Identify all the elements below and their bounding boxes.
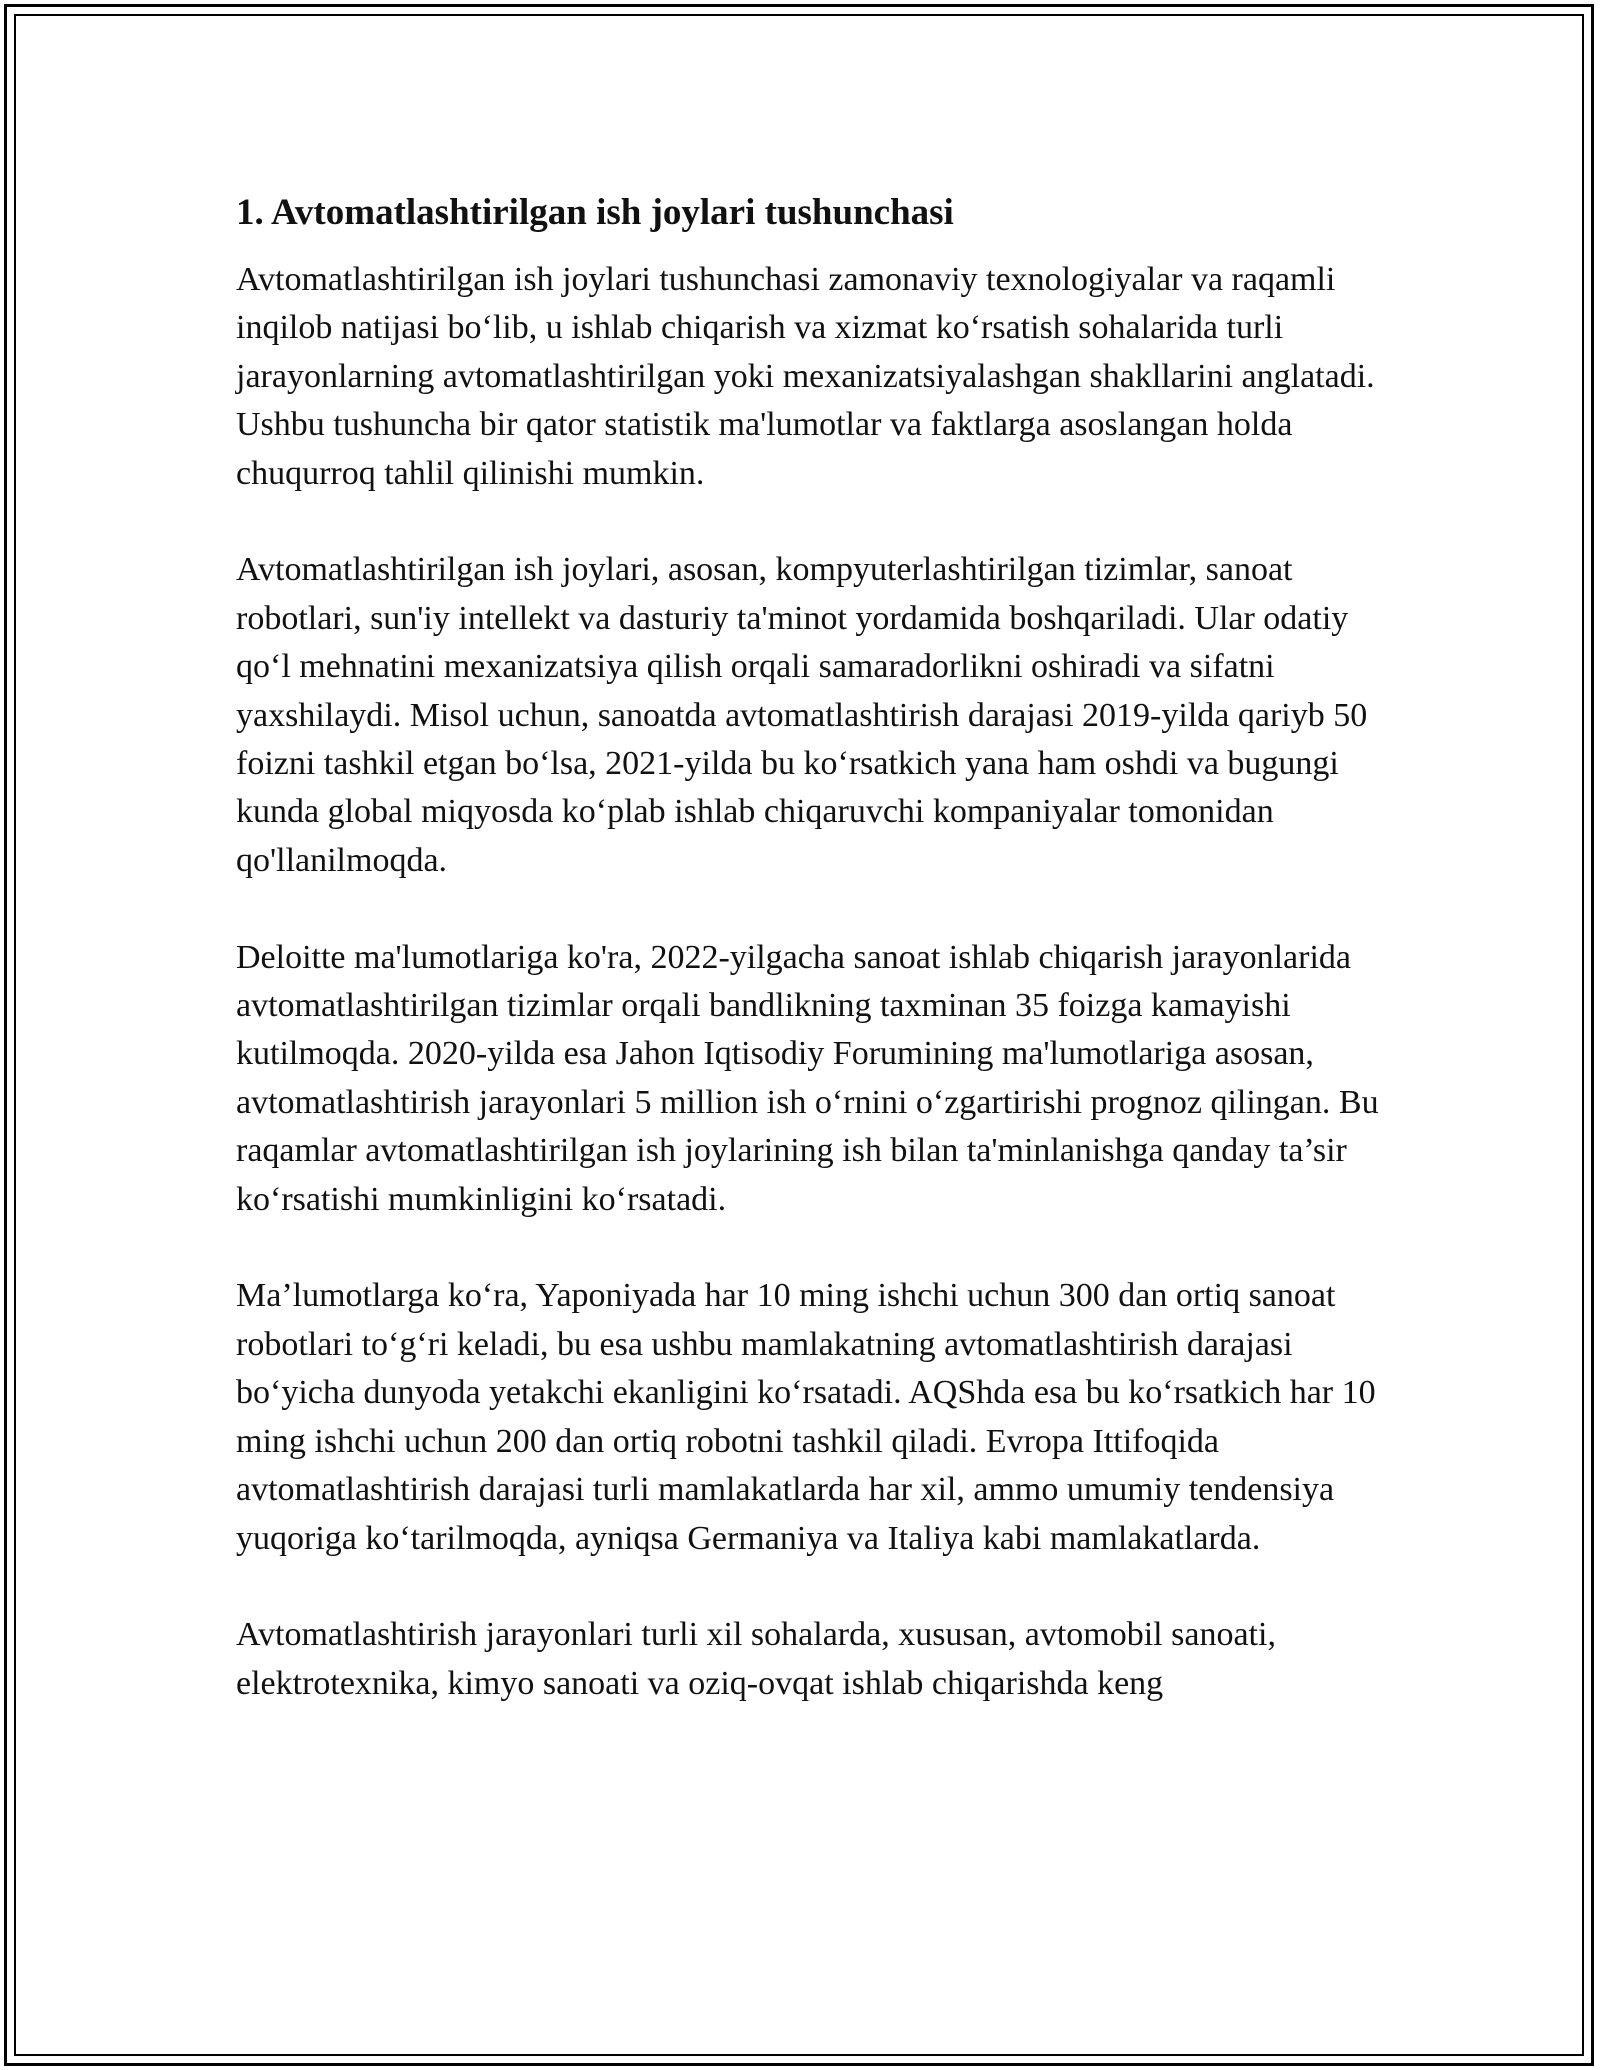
paragraph-5: Avtomatlashtirish jarayonlari turli xil sohalarda, xususan, avtomobil sanoati, elektrotexnika, kimyo sanoati va oziq-ovqat ishlab chiqarishda keng	[236, 1616, 1276, 1702]
paragraph-1: Avtomatlashtirilgan ish joylari tushunchasi zamonaviy texnologiyalar va raqamli inqilob natijasi bo‘lib, u ishlab chiqarish va xizmat ko‘rsatish sohalarida turli jarayonlarning avtomatlashtirilgan yoki mexanizatsiyalashgan shakllarini anglatadi. Ushbu tushuncha bir qator statistik ma'lumotlar va faktlarga asoslangan holda chuqurroq tahlil qilinishi mumkin.	[236, 261, 1375, 492]
document-body	[236, 188, 1382, 1757]
paragraph-3: Deloitte ma'lumotlariga ko'ra, 2022-yilgacha sanoat ishlab chiqarish jarayonlarida avtomatlashtirilgan tizimlar orqali bandlikning taxminan 35 foizga kamayishi kutilmoqda. 2020-yilda esa Jahon Iqtisodiy Forumining ma'lumotlariga asosan, avtomatlashtirish jarayonlari 5 million ish o‘rnini o‘zgartirishi prognoz qilingan. Bu raqamlar avtomatlashtirilgan ish joylarining ish bilan ta'minlanishga qanday ta’sir ko‘rsatishi mumkinligini ko‘rsatadi.	[236, 938, 1379, 1218]
paragraph-4: Ma’lumotlarga ko‘ra, Yaponiyada har 10 ming ishchi uchun 300 dan ortiq sanoat robotlari to‘g‘ri keladi, bu esa ushbu mamlakatning avtomatlashtirish darajasi bo‘yicha dunyoda yetakchi ekanligini ko‘rsatadi. AQShda esa bu ko‘rsatkich har 10 ming ishchi uchun 200 dan ortiq robotni tashkil qiladi. Evropa Ittifoqida avtomatlashtirish darajasi turli mamlakatlarda har xil, ammo umumiy tendensiya yuqoriga ko‘tarilmoqda, ayniqsa Germaniya va Italiya kabi mamlakatlarda.	[236, 1277, 1376, 1557]
section-heading: 1. Avtomatlashtirilgan ish joylari tushunchasi	[236, 192, 954, 233]
paragraph-2: Avtomatlashtirilgan ish joylari, asosan, kompyuterlashtirilgan tizimlar, sanoat robotlari, sun'iy intellekt va dasturiy ta'minot yordamida boshqariladi. Ular odatiy qo‘l mehnatini mexanizatsiya qilish orqali samaradorlikni oshiradi va sifatni yaxshilaydi. Misol uchun, sanoatda avtomatlashtirish darajasi 2019-yilda qariyb 50 foizni tashkil etgan bo‘lsa, 2021-yilda bu ko‘rsatkich yana ham oshdi va bugungi kunda global miqyosda ko‘plab ishlab chiqaruvchi kompaniyalar tomonidan qo'llanilmoqda.	[236, 551, 1368, 879]
